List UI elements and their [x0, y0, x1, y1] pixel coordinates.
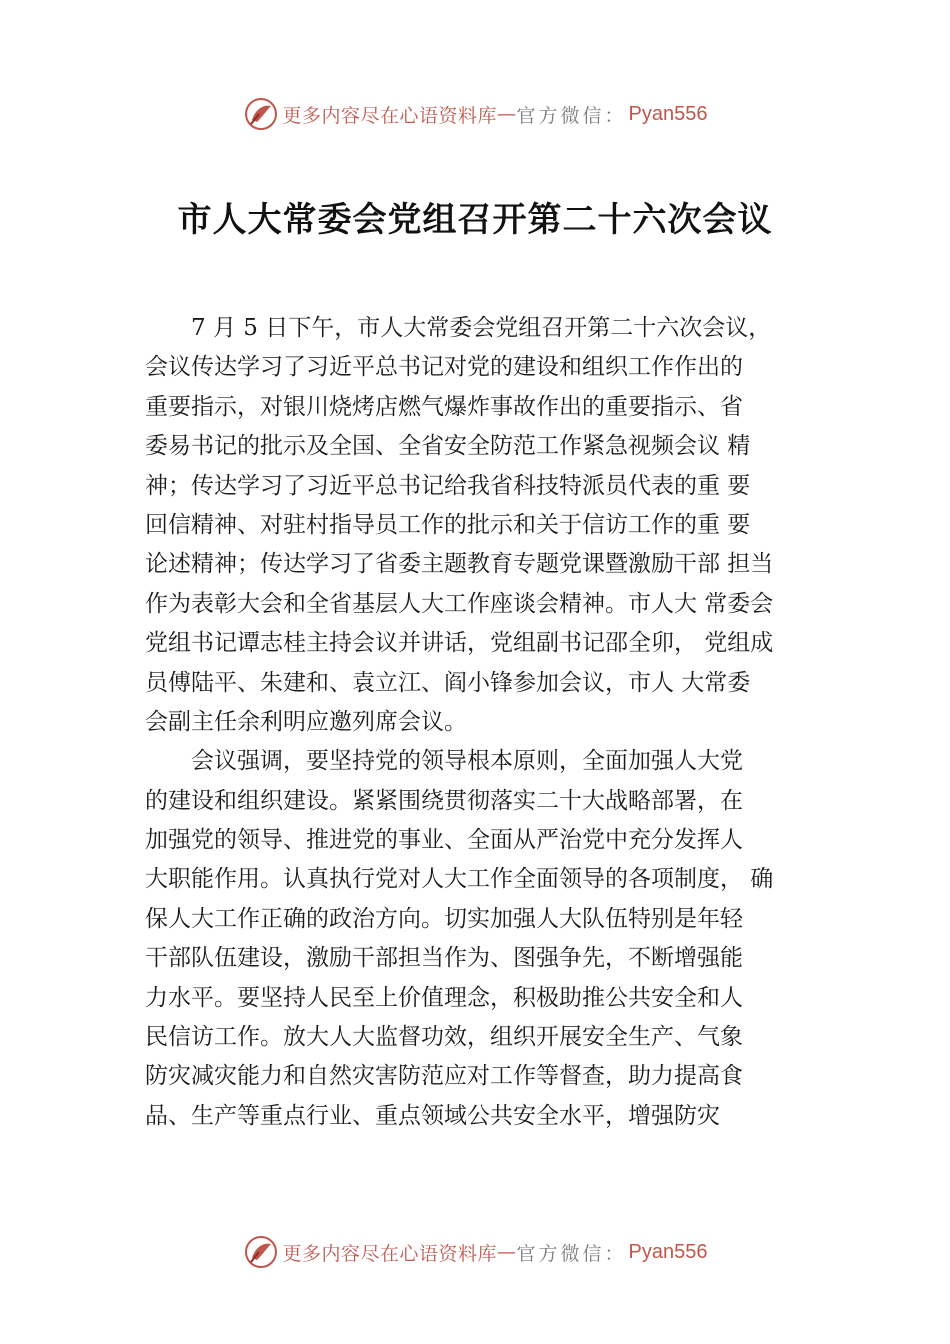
paragraph-line: 的建设和组织建设。紧紧围绕贯彻落实二十大战略部署，在 [145, 787, 743, 814]
paragraph-line: 干部队伍建设，激励干部担当作为、图强争先，不断增强能 [145, 945, 743, 972]
footer-watermark [0, 1232, 950, 1272]
paragraph-line: 品、生产等重点行业、重点领域公共安全水平，增强防灾 [145, 1102, 720, 1129]
paragraph-line: 大职能作用。认真执行党对人大工作全面领导的各项制度， 确 [145, 866, 774, 893]
paragraph-line: 加强党的领导、推进党的事业、全面从严治党中充分发挥人 [145, 827, 743, 854]
header-watermark [0, 94, 950, 134]
watermark-wechat-label: 官方微信： [516, 104, 627, 127]
paragraph-line: 重要指示，对银川烧烤店燃气爆炸事故作出的重要指示、省 [145, 393, 743, 420]
paragraph-line: 民信访工作。放大人大监督功效，组织开展安全生产、气象 [145, 1024, 743, 1051]
watermark-dash: — [497, 1241, 517, 1263]
logo-icon [243, 1234, 279, 1270]
watermark-wechat-id: Pyan556 [628, 102, 708, 125]
watermark-text: 更多内容尽在心语资料库 [282, 104, 498, 127]
logo-icon [243, 96, 279, 132]
paragraph-line: 7 月 5 日下午，市人大常委会党组召开第二十六次会议， [191, 315, 772, 341]
watermark-wechat-label: 官方微信： [516, 1242, 627, 1265]
paragraph-line: 会副主任余利明应邀列席会议。 [145, 708, 467, 735]
watermark-wechat-id: Pyan556 [628, 1240, 708, 1263]
paragraph-line: 员傅陆平、朱建和、袁立江、阎小锋参加会议，市人 大常委 [145, 669, 751, 696]
paragraph-line: 保人大工作正确的政治方向。切实加强人大队伍特别是年轻 [145, 905, 743, 932]
paragraph-line: 神；传达学习了习近平总书记给我省科技特派员代表的重 要 [145, 472, 751, 499]
watermark-dash: — [497, 103, 517, 125]
document-title: 市人大常委会党组召开第二十六次会议 [177, 200, 773, 240]
paragraph-line: 作为表彰大会和全省基层人大工作座谈会精神。市人大 常委会 [145, 590, 774, 617]
paragraph-line: 委易书记的批示及全国、全省安全防范工作紧急视频会议 精 [145, 433, 751, 460]
paragraph-line: 力水平。要坚持人民至上价值理念，积极助推公共安全和人 [145, 984, 743, 1011]
watermark-text: 更多内容尽在心语资料库 [282, 1242, 498, 1265]
paragraph-line: 论述精神；传达学习了省委主题教育专题党课暨激励干部 担当 [145, 551, 774, 578]
paragraph-line: 会议传达学习了习近平总书记对党的建设和组织工作作出的 [145, 354, 743, 381]
paragraph-line: 回信精神、对驻村指导员工作的批示和关于信访工作的重 要 [145, 511, 751, 538]
paragraph-line: 会议强调，要坚持党的领导根本原则，全面加强人大党 [191, 748, 743, 775]
document-body [145, 309, 835, 1136]
paragraph-line: 防灾减灾能力和自然灾害防范应对工作等督查，助力提高食 [145, 1063, 743, 1090]
paragraph-line: 党组书记谭志桂主持会议并讲话，党组副书记邵全卯， 党组成 [145, 630, 774, 657]
